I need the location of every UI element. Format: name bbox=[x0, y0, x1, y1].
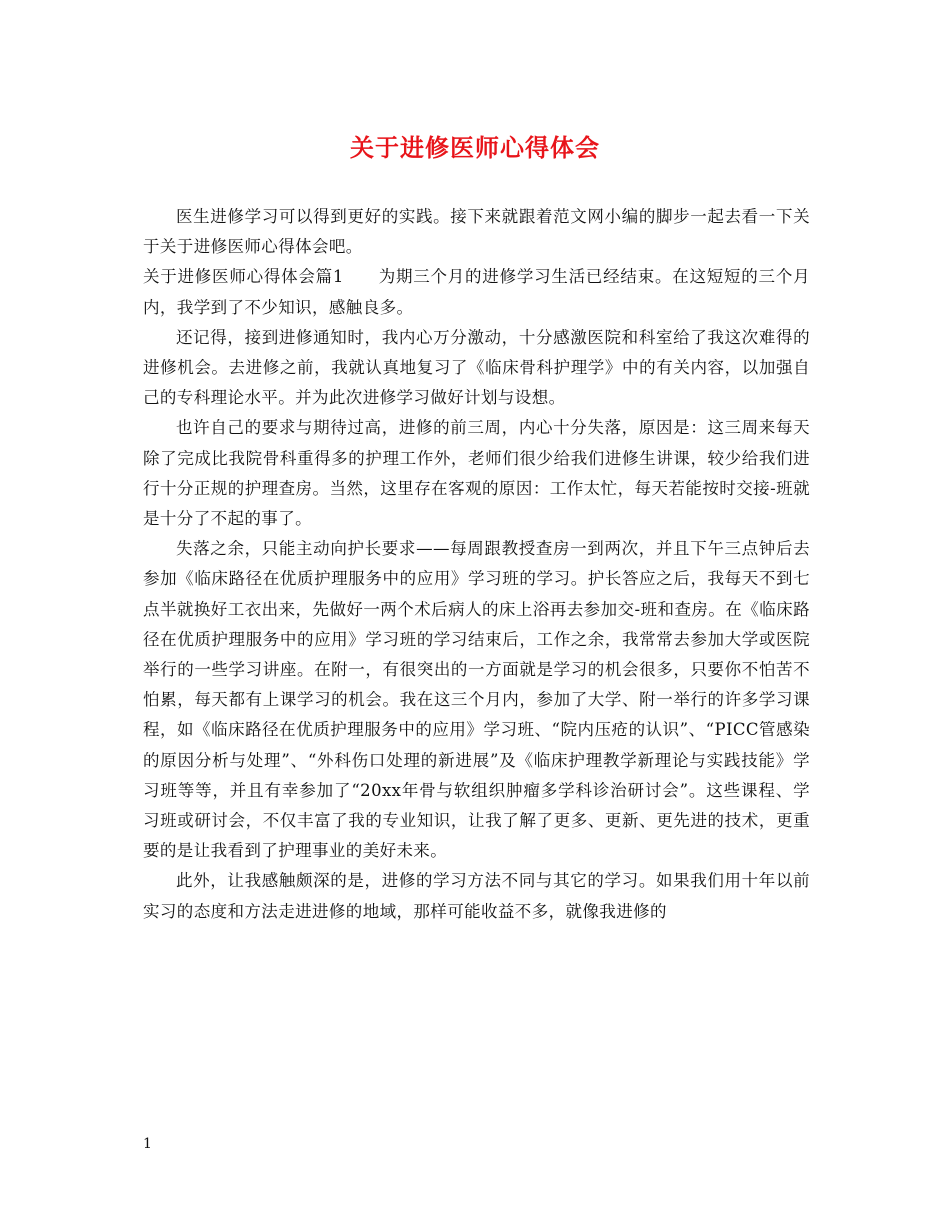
page-number: 1 bbox=[143, 1136, 152, 1152]
paragraph-remember: 还记得，接到进修通知时，我内心万分激动，十分感激医院和科室给了我这次难得的进修机会。去进修之前，我就认真地复习了《临床骨科护理学》中的有关内容，以加强自己的专科理论水平。并为此次进修学习做好计划与设想。 bbox=[143, 327, 810, 408]
paragraph-learning-method: 此外，让我感触颇深的是，进修的学习方法不同与其它的学习。如果我们用十年以前实习的态度和方法走进进修的地域，那样可能收益不多，就像我进修的 bbox=[143, 871, 810, 921]
document-body bbox=[143, 202, 810, 927]
paragraph-article-1-start: 关于进修医师心得体会篇1 为期三个月的进修学习生活已经结束。在这短短的三个月内，我学到了不少知识，感触良多。 bbox=[143, 267, 810, 317]
paragraph-disappointment: 也许自己的要求与期待过高，进修的前三周，内心十分失落，原因是：这三周来每天除了完成比我院骨科重得多的护理工作外，老师们很少给我们进修生讲课，较少给我们进行十分正规的护理查房。当然，这里存在客观的原因：工作太忙，每天若能按时交接-班就是十分了不起的事了。 bbox=[143, 418, 810, 529]
paragraph-intro: 医生进修学习可以得到更好的实践。接下来就跟着范文网小编的脚步一起去看一下关于关于进修医师心得体会吧。 bbox=[143, 207, 810, 257]
paragraph-initiative: 失落之余，只能主动向护长要求——每周跟教授查房一到两次，并且下午三点钟后去参加《临床路径在优质护理服务中的应用》学习班的学习。护长答应之后，我每天不到七点半就换好工衣出来，先做好一两个术后病人的床上浴再去参加交-班和查房。在《临床路径在优质护理服务中的应用》学习班的学习结束后，工作之余，我常常去参加大学或医院举行的一些学习讲座。在附一，有很突出的一方面就是学习的机会很多，只要你不怕苦不怕累，每天都有上课学习的机会。我在这三个月内，参加了大学、附一举行的许多学习课程，如《临床路径在优质护理服务中的应用》学习班、“院内压疮的认识”、“PICC管感染的原因分析与处理”、“外科伤口处理的新进展”及《临床护理教学新理论与实践技能》学习班等等，并且有幸参加了“20xx年骨与软组织肿瘤多学科诊治研讨会”。这些课程、学习班或研讨会，不仅丰富了我的专业知识，让我了解了更多、更新、更先进的技术，更重要的是让我看到了护理事业的美好未来。 bbox=[143, 539, 810, 861]
document-title: 关于进修医师心得体会 bbox=[350, 133, 600, 162]
